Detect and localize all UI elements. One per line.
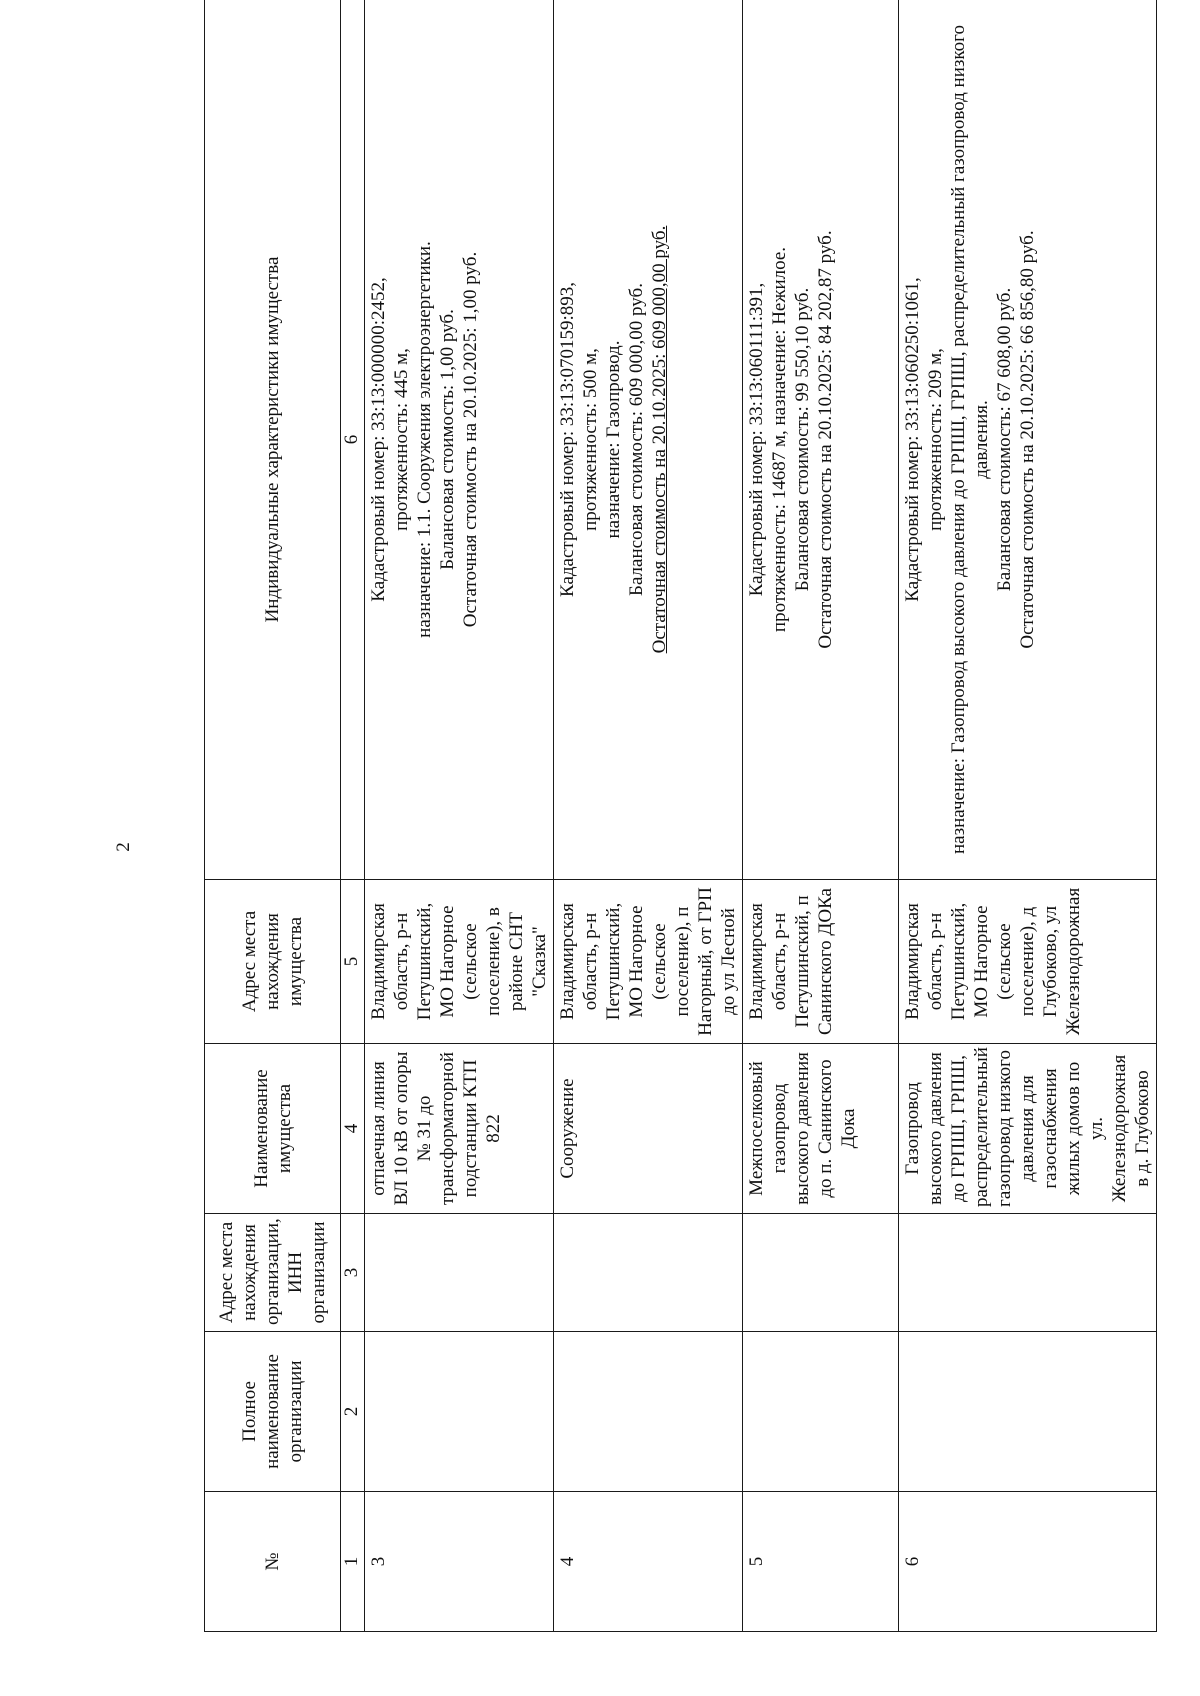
property-address-cell: Владимирская область, р-н Петушинский, МО Нагорное (сельское поселение), в районе СНТ "Сказка" [365, 880, 554, 1044]
property-name-cell: отпаечная линия ВЛ 10 кВ от опоры № 31 до трансформаторной подстанции КТП 822 [365, 1044, 554, 1214]
row-number: 6 [899, 1492, 1157, 1632]
header-characteristics: Индивидуальные характеристики имущества [205, 0, 341, 880]
characteristics-line: Кадастровый номер: 33:13:060111:391, [746, 282, 767, 597]
table-row [899, 0, 1157, 1632]
org-name-cell [743, 1332, 899, 1492]
property-table [204, 0, 1157, 1632]
property-name-cell: Межпоселковый газопровод высокого давления до п. Санинского Дока [743, 1044, 899, 1214]
row-number: 5 [743, 1492, 899, 1632]
characteristics-line: протяженность: 500 м, [580, 348, 601, 531]
characteristics-line: Балансовая стоимость: 67 608,00 руб. [994, 287, 1015, 592]
property-address-cell: Владимирская область, р-н Петушинский, п Санинского ДОКа [743, 880, 899, 1044]
table-row [743, 0, 899, 1632]
page-number: 2 [113, 842, 134, 852]
characteristics-line: Балансовая стоимость: 609 000,00 руб. [626, 283, 647, 596]
row-number: 3 [365, 1492, 554, 1632]
characteristics-line: Балансовая стоимость: 1,00 руб. [437, 309, 458, 570]
characteristics-cell [743, 0, 899, 880]
table-row [365, 0, 554, 1632]
header-row [205, 0, 341, 1632]
column-number: 3 [341, 1214, 365, 1332]
characteristics-cell [554, 0, 743, 880]
org-address-cell [365, 1214, 554, 1332]
org-name-cell [554, 1332, 743, 1492]
column-number: 6 [341, 0, 365, 880]
row-number: 4 [554, 1492, 743, 1632]
column-number: 2 [341, 1332, 365, 1492]
property-address-cell: Владимирская область, р-н Петушинский, МО Нагорное (сельское поселение), д Глубоково, ул Железнодорожная [899, 880, 1157, 1044]
column-number: 4 [341, 1044, 365, 1214]
org-address-cell [554, 1214, 743, 1332]
characteristics-line: Остаточная стоимость на 20.10.2025: 66 856,80 руб. [1017, 230, 1038, 649]
characteristics-line: назначение: 1.1. Сооружения электроэнергетики. [414, 241, 435, 638]
column-number: 5 [341, 880, 365, 1044]
org-address-cell [743, 1214, 899, 1332]
org-address-cell [899, 1214, 1157, 1332]
org-name-cell [899, 1332, 1157, 1492]
characteristics-line: протяженность: 209 м, [925, 348, 946, 531]
header-org-name: Полное наименование организации [205, 1332, 341, 1492]
characteristics-line: Остаточная стоимость на 20.10.2025: 84 202,87 руб. [815, 230, 836, 649]
characteristics-line: протяженность: 14687 м, назначение: Нежилое. [769, 246, 790, 633]
header-no: № [205, 1492, 341, 1632]
characteristics-cell [365, 0, 554, 880]
characteristics-line: Кадастровый номер: 33:13:000000:2452, [368, 277, 389, 602]
property-name-cell: Газопровод высокого давления до ГРПШ, ГРПШ, распределительный газопровод низкого давления для газоснабжения жилых домов по ул. Железнодорожная в д. Глубоково [899, 1044, 1157, 1214]
characteristics-line: назначение: Газопровод высокого давления до ГРПШ, ГРПШ, распределительный газопровод низкого давления. [948, 25, 992, 854]
characteristics-line: Балансовая стоимость: 99 550,10 руб. [792, 287, 813, 592]
characteristics-line: Кадастровый номер: 33:13:060250:1061, [902, 277, 923, 602]
org-name-cell [365, 1332, 554, 1492]
header-property-address: Адрес места нахождения имущества [205, 880, 341, 1044]
characteristics-line: Кадастровый номер: 33:13:070159:893, [557, 282, 578, 597]
column-number-row [341, 0, 365, 1632]
characteristics-line: назначение: Газопровод. [603, 340, 624, 539]
characteristics-line: Остаточная стоимость на 20.10.2025: 609 000,00 руб. [649, 225, 670, 654]
rotated-table-wrapper [204, 0, 1153, 1632]
property-name-cell: Сооружение [554, 1044, 743, 1214]
characteristics-line: Остаточная стоимость на 20.10.2025: 1,00 руб. [460, 251, 481, 628]
property-address-cell: Владимирская область, р-н Петушинский, МО Нагорное (сельское поселение), п Нагорный, от ГРП до ул Лесной [554, 880, 743, 1044]
column-number: 1 [341, 1492, 365, 1632]
header-org-address: Адрес места нахождения организации, ИНН организации [205, 1214, 341, 1332]
characteristics-line: протяженность: 445 м, [391, 348, 412, 531]
characteristics-cell [899, 0, 1157, 880]
header-property-name: Наименование имущества [205, 1044, 341, 1214]
table-row [554, 0, 743, 1632]
